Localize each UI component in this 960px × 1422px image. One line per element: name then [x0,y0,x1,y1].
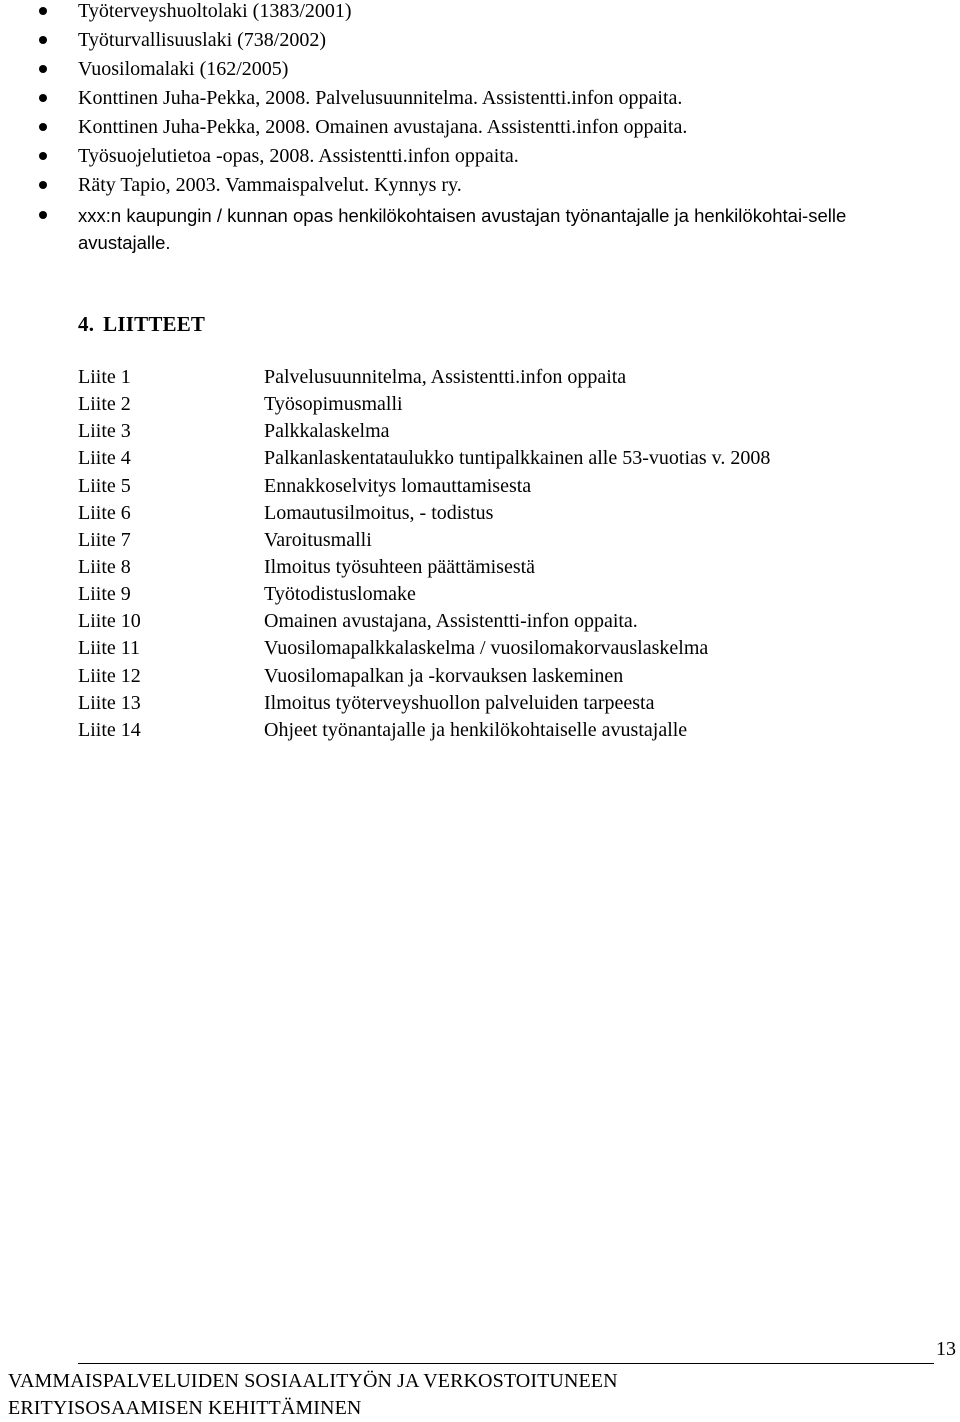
attachment-title: Ohjeet työnantajalle ja henkilökohtaiselle avustajalle [264,718,688,741]
attachment-title: Ennakkoselvitys lomauttamisesta [264,474,532,497]
reference-text: xxx:n kaupungin / kunnan opas henkilökohtaisen avustajan työnantajalle ja henkilökohtai-selle avustajalle. [78,205,847,253]
section-title: LIITTEET [103,312,206,336]
footer-line: ERITYISOSAAMISEN KEHITTÄMINEN [8,1397,362,1419]
attachment-label: Liite 1 [78,366,131,388]
bullet-icon [39,7,47,15]
page-number: 13 [936,1338,956,1360]
reference-item [0,0,960,26]
attachment-list [78,364,938,744]
reference-text: Työturvallisuuslaki (738/2002) [78,29,327,51]
attachment-title: Omainen avustajana, Assistentti-infon oppaita. [264,610,638,633]
attachment-label: Liite 12 [78,664,141,687]
attachment-label: Liite 9 [78,583,131,606]
footer-line: VAMMAISPALVELUIDEN SOSIAALITYÖN JA VERKOSTOITUNEEN [8,1370,618,1392]
attachment-label: Liite 8 [78,555,131,578]
attachment-row [78,473,938,500]
attachment-row [78,690,938,717]
attachment-title: Ilmoitus työsuhteen päättämisestä [264,555,536,578]
attachment-row [78,391,938,418]
section-heading [78,309,205,339]
attachment-label: Liite 6 [78,501,131,524]
attachment-title: Palkanlaskentataulukko tuntipalkkainen alle 53-vuotias v. 2008 [264,447,771,470]
attachment-row [78,581,938,608]
reference-text: Konttinen Juha-Pekka, 2008. Palvelusuunnitelma. Assistentti.infon oppaita. [78,87,683,109]
attachment-row [78,635,938,662]
reference-item [0,171,960,200]
attachment-row [78,608,938,635]
bullet-icon [39,152,47,160]
bullet-icon [39,123,47,131]
attachment-label: Liite 2 [78,393,131,416]
attachment-row [78,364,938,391]
bullet-icon [39,65,47,73]
bullet-icon [39,94,47,102]
reference-item [0,55,960,84]
reference-item [0,84,960,113]
attachment-title: Varoitusmalli [264,528,372,551]
footer-divider [78,1363,934,1364]
attachment-title: Vuosilomapalkan ja -korvauksen laskeminen [264,664,624,687]
attachment-title: Lomautusilmoitus, - todistus [264,501,494,524]
bullet-icon [39,36,47,44]
attachment-title: Ilmoitus työterveyshuollon palveluiden tarpeesta [264,691,655,714]
attachment-row [78,717,938,744]
reference-item [0,142,960,171]
attachment-row [78,500,938,527]
reference-text: Räty Tapio, 2003. Vammaispalvelut. Kynnys ry. [78,174,462,196]
attachment-label: Liite 5 [78,474,131,497]
attachment-row [78,527,938,554]
attachment-label: Liite 3 [78,420,131,443]
attachment-row [78,663,938,690]
attachment-label: Liite 13 [78,691,141,714]
page-footer [0,1368,960,1422]
attachment-row [78,418,938,445]
bullet-icon [39,211,47,219]
attachment-title: Palvelusuunnitelma, Assistentti.infon oppaita [264,366,627,388]
attachment-label: Liite 7 [78,528,131,551]
attachment-title: Työsopimusmalli [264,393,403,416]
section-number: 4. [78,312,95,336]
attachment-label: Liite 11 [78,637,141,660]
bullet-icon [39,181,47,189]
attachment-label: Liite 4 [78,447,131,470]
attachment-label: Liite 14 [78,718,141,741]
reference-item [0,26,960,55]
reference-text: Vuosilomalaki (162/2005) [78,58,289,80]
attachment-row [78,445,938,472]
attachment-row [78,554,938,581]
reference-item [0,202,960,256]
attachment-label: Liite 10 [78,610,141,633]
reference-item [0,113,960,142]
attachment-title: Palkkalaskelma [264,420,390,443]
reference-list [0,0,960,256]
reference-text: Konttinen Juha-Pekka, 2008. Omainen avustajana. Assistentti.infon oppaita. [78,116,688,138]
reference-text: Työterveyshuoltolaki (1383/2001) [78,0,352,22]
attachment-title: Vuosilomapalkkalaskelma / vuosilomakorvauslaskelma [264,637,709,660]
attachment-title: Työtodistuslomake [264,583,416,606]
reference-text: Työsuojelutietoa -opas, 2008. Assistentti.infon oppaita. [78,145,519,167]
